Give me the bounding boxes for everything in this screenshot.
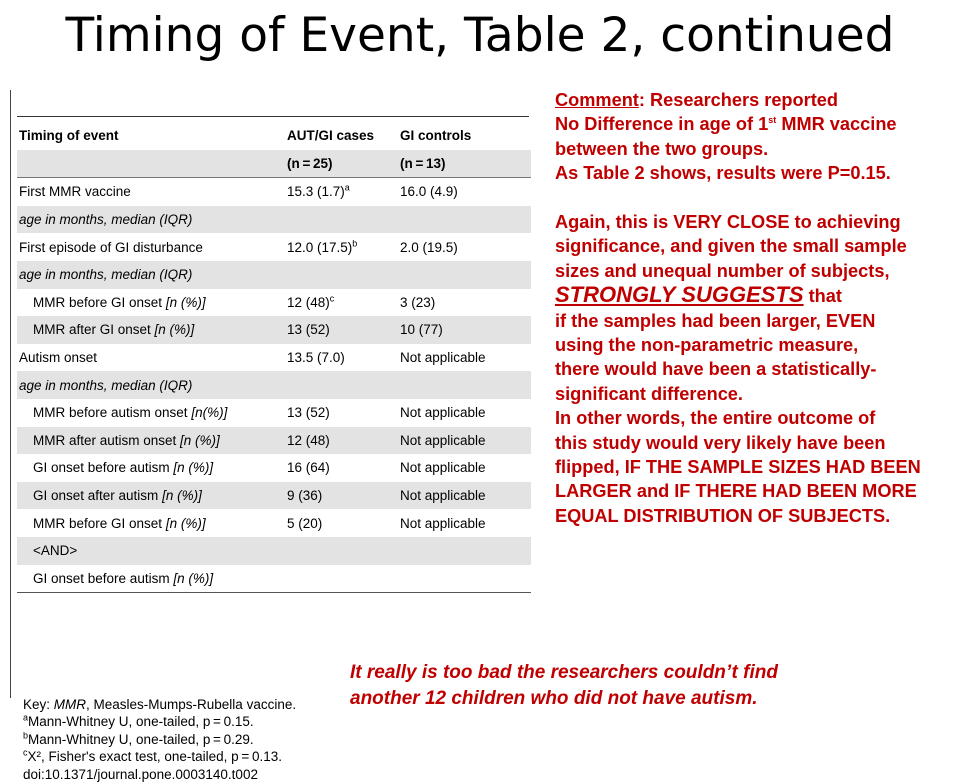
- row-label: [17, 399, 287, 427]
- key-line-2: [23, 713, 353, 730]
- comment-line-9: if the samples had been larger, EVEN: [555, 310, 876, 331]
- table-row: [17, 482, 531, 510]
- comment-line-7: sizes and unequal number of subjects,: [555, 260, 890, 281]
- key-line-3: [23, 731, 353, 748]
- slide-title: Timing of Event, Table 2, continued: [65, 8, 895, 63]
- row-label-text: GI onset before autism: [33, 460, 174, 476]
- cell-aut-gi: [287, 509, 400, 537]
- cell-aut-gi: [287, 537, 400, 565]
- header-gi-controls: GI controls: [400, 128, 472, 144]
- cell-aut-gi: [287, 261, 400, 289]
- table-top-rule: [17, 116, 529, 117]
- cell-aut-gi: [287, 565, 400, 593]
- row-label-text: GI onset before autism: [33, 570, 174, 586]
- table-row: [17, 233, 531, 261]
- cell-aut-gi-value: 13 (52): [287, 322, 330, 338]
- row-label-italic: age in months, median (IQR): [19, 212, 193, 228]
- cell-aut-gi-value: 9 (36): [287, 488, 323, 504]
- row-label-text: MMR before GI onset: [33, 294, 166, 310]
- cell-aut-gi-value: 15.3 (1.7): [287, 184, 345, 200]
- row-label-italic: [n (%)]: [162, 488, 202, 504]
- table-row: [17, 316, 531, 344]
- row-label-italic: [n (%)]: [173, 570, 214, 586]
- cell-aut-gi: [287, 454, 400, 482]
- key-note-b: Mann-Whitney U, one-tailed, p = 0.29.: [28, 731, 254, 747]
- row-label-text: <AND>: [33, 543, 78, 559]
- comment-line-4: As Table 2 shows, results were P=0.15.: [555, 163, 891, 184]
- cell-aut-gi: [287, 399, 400, 427]
- comment-emphasis: STRONGLY SUGGESTS: [555, 282, 804, 308]
- cell-gi-controls: [400, 565, 531, 593]
- cell-gi-controls: [400, 371, 531, 399]
- cell-gi-controls: Not applicable: [400, 460, 486, 476]
- row-label-italic: [n (%)]: [173, 460, 214, 476]
- cell-gi-controls: [400, 537, 531, 565]
- key-note-c: X², Fisher's exact test, one-tailed, p = 0.13.: [27, 749, 282, 765]
- cell-aut-gi: [287, 482, 400, 510]
- table-row: [17, 565, 531, 593]
- cell-aut-gi-value: 12 (48): [287, 432, 330, 448]
- cell-aut-gi: [287, 206, 400, 234]
- row-label-text: First episode of GI disturbance: [19, 239, 203, 255]
- table-row: [17, 344, 531, 372]
- row-label-text: MMR after autism onset: [33, 432, 181, 448]
- comment-line-1-text: : Researchers reported: [638, 90, 839, 110]
- cell-footnote-mark: c: [329, 293, 335, 304]
- cell-aut-gi: [287, 233, 400, 261]
- comment-block: [555, 88, 955, 528]
- subheader-n-cases: (n = 25): [287, 150, 400, 178]
- row-label: [17, 289, 287, 317]
- cell-gi-controls: Not applicable: [400, 350, 486, 366]
- cell-gi-controls: Not applicable: [400, 405, 486, 421]
- key-line-5: doi:10.1371/journal.pone.0003140.t002: [23, 766, 258, 782]
- comment-line-15: flipped, IF THE SAMPLE SIZES HAD BEEN: [555, 457, 921, 478]
- comment-gap: [555, 186, 955, 210]
- row-label-italic: [n (%)]: [180, 432, 220, 448]
- cell-aut-gi-value: 16 (64): [287, 460, 330, 476]
- row-label: [17, 565, 287, 593]
- comment-line-5: Again, this is VERY CLOSE to achieving: [555, 212, 901, 233]
- cell-gi-controls: 16.0 (4.9): [400, 184, 458, 200]
- row-label: [17, 233, 287, 261]
- comment-line-2-sup: st: [768, 115, 777, 126]
- comment-line-3: between the two groups.: [555, 138, 769, 159]
- row-label-italic: age in months, median (IQR): [19, 267, 193, 283]
- cell-aut-gi: [287, 371, 400, 399]
- comment-line-14: this study would very likely have been: [555, 432, 886, 453]
- row-label-italic: [n (%)]: [165, 515, 206, 531]
- comment-line-2-post: MMR vaccine: [776, 114, 897, 135]
- comment-label: Comment: [555, 90, 639, 110]
- cell-aut-gi-value: 12 (48): [287, 294, 330, 310]
- table-row: [17, 454, 531, 482]
- row-label-italic: age in months, median (IQR): [19, 377, 193, 393]
- table-row: [17, 537, 531, 565]
- row-label: [17, 537, 287, 565]
- row-label-text: Autism onset: [19, 350, 98, 366]
- cell-aut-gi-value: 13 (52): [287, 405, 330, 421]
- comment-line-2-pre: No Difference in age of 1: [555, 114, 769, 135]
- cell-gi-controls: [400, 261, 531, 289]
- cell-gi-controls: Not applicable: [400, 482, 531, 510]
- comment-line-2: [555, 112, 955, 136]
- row-label: [17, 206, 287, 234]
- row-label-text: MMR before autism onset: [33, 405, 192, 421]
- closing-line-1: It really is too bad the researchers couldn’t find: [350, 662, 778, 683]
- cell-aut-gi: [287, 344, 400, 372]
- row-label: [17, 427, 287, 455]
- table-row: [17, 206, 531, 234]
- key-line-1: [23, 696, 353, 713]
- comment-line-8: [555, 283, 955, 308]
- key-mmr-definition: , Measles-Mumps-Rubella vaccine.: [86, 697, 297, 712]
- comment-line-6: significance, and given the small sample: [555, 236, 907, 257]
- cell-aut-gi-value: 13.5 (7.0): [287, 350, 345, 366]
- table-row: [17, 261, 531, 289]
- row-label-italic: [n (%)]: [154, 322, 195, 338]
- comment-line-16: LARGER and IF THERE HAD BEEN MORE: [555, 481, 917, 502]
- table-panel: [10, 90, 529, 782]
- key-line-4: [23, 748, 353, 765]
- key-footnote-b: b: [23, 730, 29, 741]
- row-label: [17, 178, 287, 206]
- cell-aut-gi-value: 5 (20): [287, 515, 323, 531]
- comment-line-10: using the non-parametric measure,: [555, 335, 859, 356]
- closing-line-2: another 12 children who did not have autism.: [350, 688, 758, 709]
- row-label: [17, 371, 287, 399]
- key-note-a: Mann-Whitney U, one-tailed, p = 0.15.: [28, 714, 254, 730]
- header-aut-gi: AUT/GI cases: [287, 128, 375, 144]
- cell-gi-controls: 2.0 (19.5): [400, 239, 458, 255]
- key-footnote-a: a: [23, 712, 29, 723]
- cell-aut-gi: [287, 316, 400, 344]
- cell-aut-gi-value: 12.0 (17.5): [287, 239, 353, 255]
- cell-footnote-mark: a: [344, 182, 350, 193]
- row-label: [17, 344, 287, 372]
- cell-aut-gi: [287, 427, 400, 455]
- subheader-empty: [17, 150, 287, 178]
- timing-table: [17, 122, 531, 593]
- table-header-row: [17, 122, 531, 150]
- row-label: [17, 316, 287, 344]
- row-label-italic: [n(%)]: [191, 405, 228, 421]
- row-label-text: First MMR vaccine: [19, 184, 131, 200]
- row-label-text: MMR after GI onset: [33, 322, 155, 338]
- comment-emphasis-after: that: [803, 286, 842, 307]
- subheader-n-controls: (n = 13): [400, 150, 531, 178]
- table-subheader-row: [17, 150, 531, 178]
- cell-aut-gi: [287, 289, 400, 317]
- cell-footnote-mark: b: [352, 238, 358, 249]
- header-timing: Timing of event: [19, 128, 119, 144]
- comment-line-12: significant difference.: [555, 383, 743, 404]
- cell-gi-controls: 3 (23): [400, 294, 436, 310]
- table-row: [17, 509, 531, 537]
- table-row: [17, 427, 531, 455]
- comment-line-13: In other words, the entire outcome of: [555, 408, 876, 429]
- row-label: [17, 261, 287, 289]
- cell-gi-controls: [400, 206, 531, 234]
- key-footnote-c: c: [23, 747, 28, 758]
- row-label: [17, 482, 287, 510]
- table-row: [17, 289, 531, 317]
- key-mmr-abbrev: MMR: [53, 697, 87, 712]
- row-label-text: GI onset after autism: [33, 488, 163, 504]
- cell-aut-gi: [287, 178, 400, 206]
- row-label-italic: [n (%)]: [165, 294, 206, 310]
- table-row: [17, 178, 531, 206]
- cell-gi-controls: 10 (77): [400, 316, 531, 344]
- row-label: [17, 454, 287, 482]
- key-prefix: Key:: [23, 697, 54, 712]
- comment-line-17: EQUAL DISTRIBUTION OF SUBJECTS.: [555, 505, 891, 526]
- table-row: [17, 399, 531, 427]
- cell-gi-controls: Not applicable: [400, 515, 486, 531]
- closing-remark: [350, 660, 950, 712]
- comment-line-11: there would have been a statistically-: [555, 359, 877, 380]
- cell-gi-controls: Not applicable: [400, 427, 531, 455]
- comment-line-1: [555, 88, 955, 112]
- table-key: [23, 696, 353, 783]
- row-label-text: MMR before GI onset: [33, 515, 166, 531]
- row-label: [17, 509, 287, 537]
- table-row: [17, 371, 531, 399]
